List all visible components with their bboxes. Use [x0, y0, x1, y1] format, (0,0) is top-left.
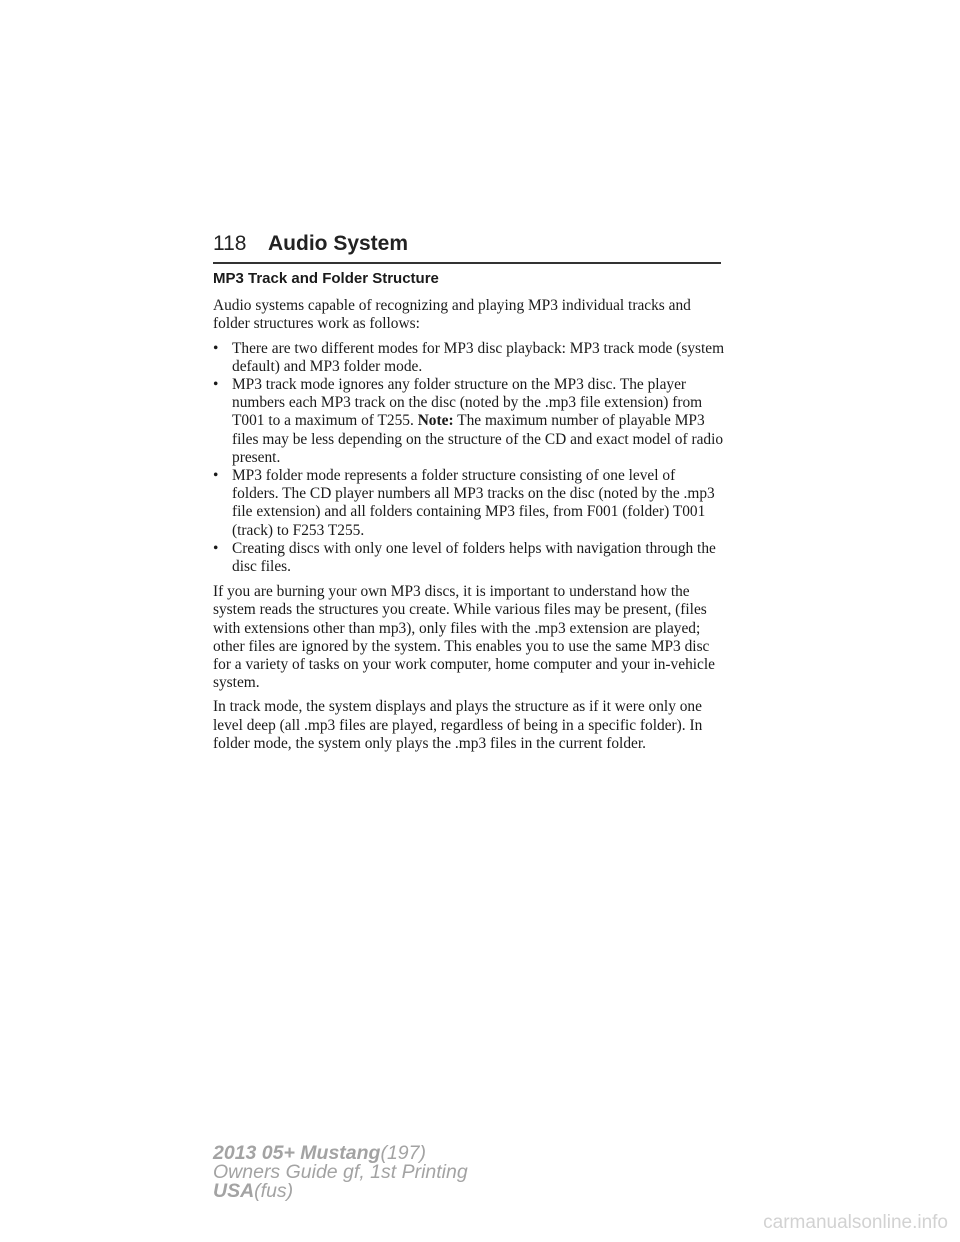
body-paragraph: In track mode, the system displays and plays the structure as if it were only one level deep (all .mp3 files are played, regardless of being in a specific folder). In folder mode, the system only plays the .mp3 files in the current folder.	[213, 698, 703, 752]
print-footer	[213, 1144, 468, 1201]
bullet-list	[213, 340, 725, 577]
page-content	[213, 270, 725, 759]
body-paragraph: If you are burning your own MP3 discs, it is important to understand how the system reads the structures you create. While various files may be present, (files with extensions other than mp3), only files with the .mp3 extension are played; other files are ignored by the system. This enables you to use the same MP3 disc for a variety of tasks on your work computer, home computer and your in-vehicle system.	[213, 583, 715, 692]
list-item-text: There are two different modes for MP3 disc playback: MP3 track mode (system default) and MP3 folder mode.	[232, 339, 725, 375]
footer-line-guide: Owners Guide gf, 1st Printing	[213, 1161, 468, 1183]
footer-page-code: (197)	[380, 1142, 426, 1164]
list-item	[213, 376, 725, 467]
list-item-text: MP3 folder mode represents a folder structure consisting of one level of folders. The CD player numbers all MP3 tracks on the disc (noted by the .mp3 file extension) and all folders containing MP3 files, from F001 (folder) T001 (track) to F253 T255.	[232, 467, 715, 539]
watermark: carmanualsonline.info	[763, 1212, 948, 1233]
note-text: The maximum number of playable MP3 files may be less depending on the structure of the CD and exact model of radio present.	[232, 412, 724, 466]
bullet-icon: •	[213, 376, 219, 394]
bullet-icon: •	[213, 539, 219, 557]
list-item	[213, 340, 725, 376]
intro-paragraph: Audio systems capable of recognizing and playing MP3 individual tracks and folder structures work as follows:	[213, 297, 691, 333]
footer-model: 2013 05+ Mustang	[213, 1142, 381, 1164]
list-item-text: MP3 track mode ignores any folder structure on the MP3 disc. The player numbers each MP3 track on the disc (noted by the .mp3 file extension) from T001 to a maximum of T255.	[232, 376, 703, 430]
section-title: Audio System	[268, 232, 409, 255]
page-number: 118	[213, 232, 247, 255]
bullet-icon: •	[213, 339, 219, 357]
footer-region: USA	[213, 1180, 255, 1202]
footer-line-region	[213, 1182, 468, 1201]
subheading: MP3 Track and Folder Structure	[213, 270, 439, 287]
page-header	[213, 232, 721, 264]
note-label: Note:	[417, 412, 454, 430]
footer-region-code: (fus)	[254, 1180, 294, 1202]
bullet-icon: •	[213, 467, 219, 485]
list-item-text: Creating discs with only one level of folders helps with navigation through the disc files.	[232, 539, 716, 576]
list-item	[213, 467, 725, 540]
list-item	[213, 540, 725, 576]
